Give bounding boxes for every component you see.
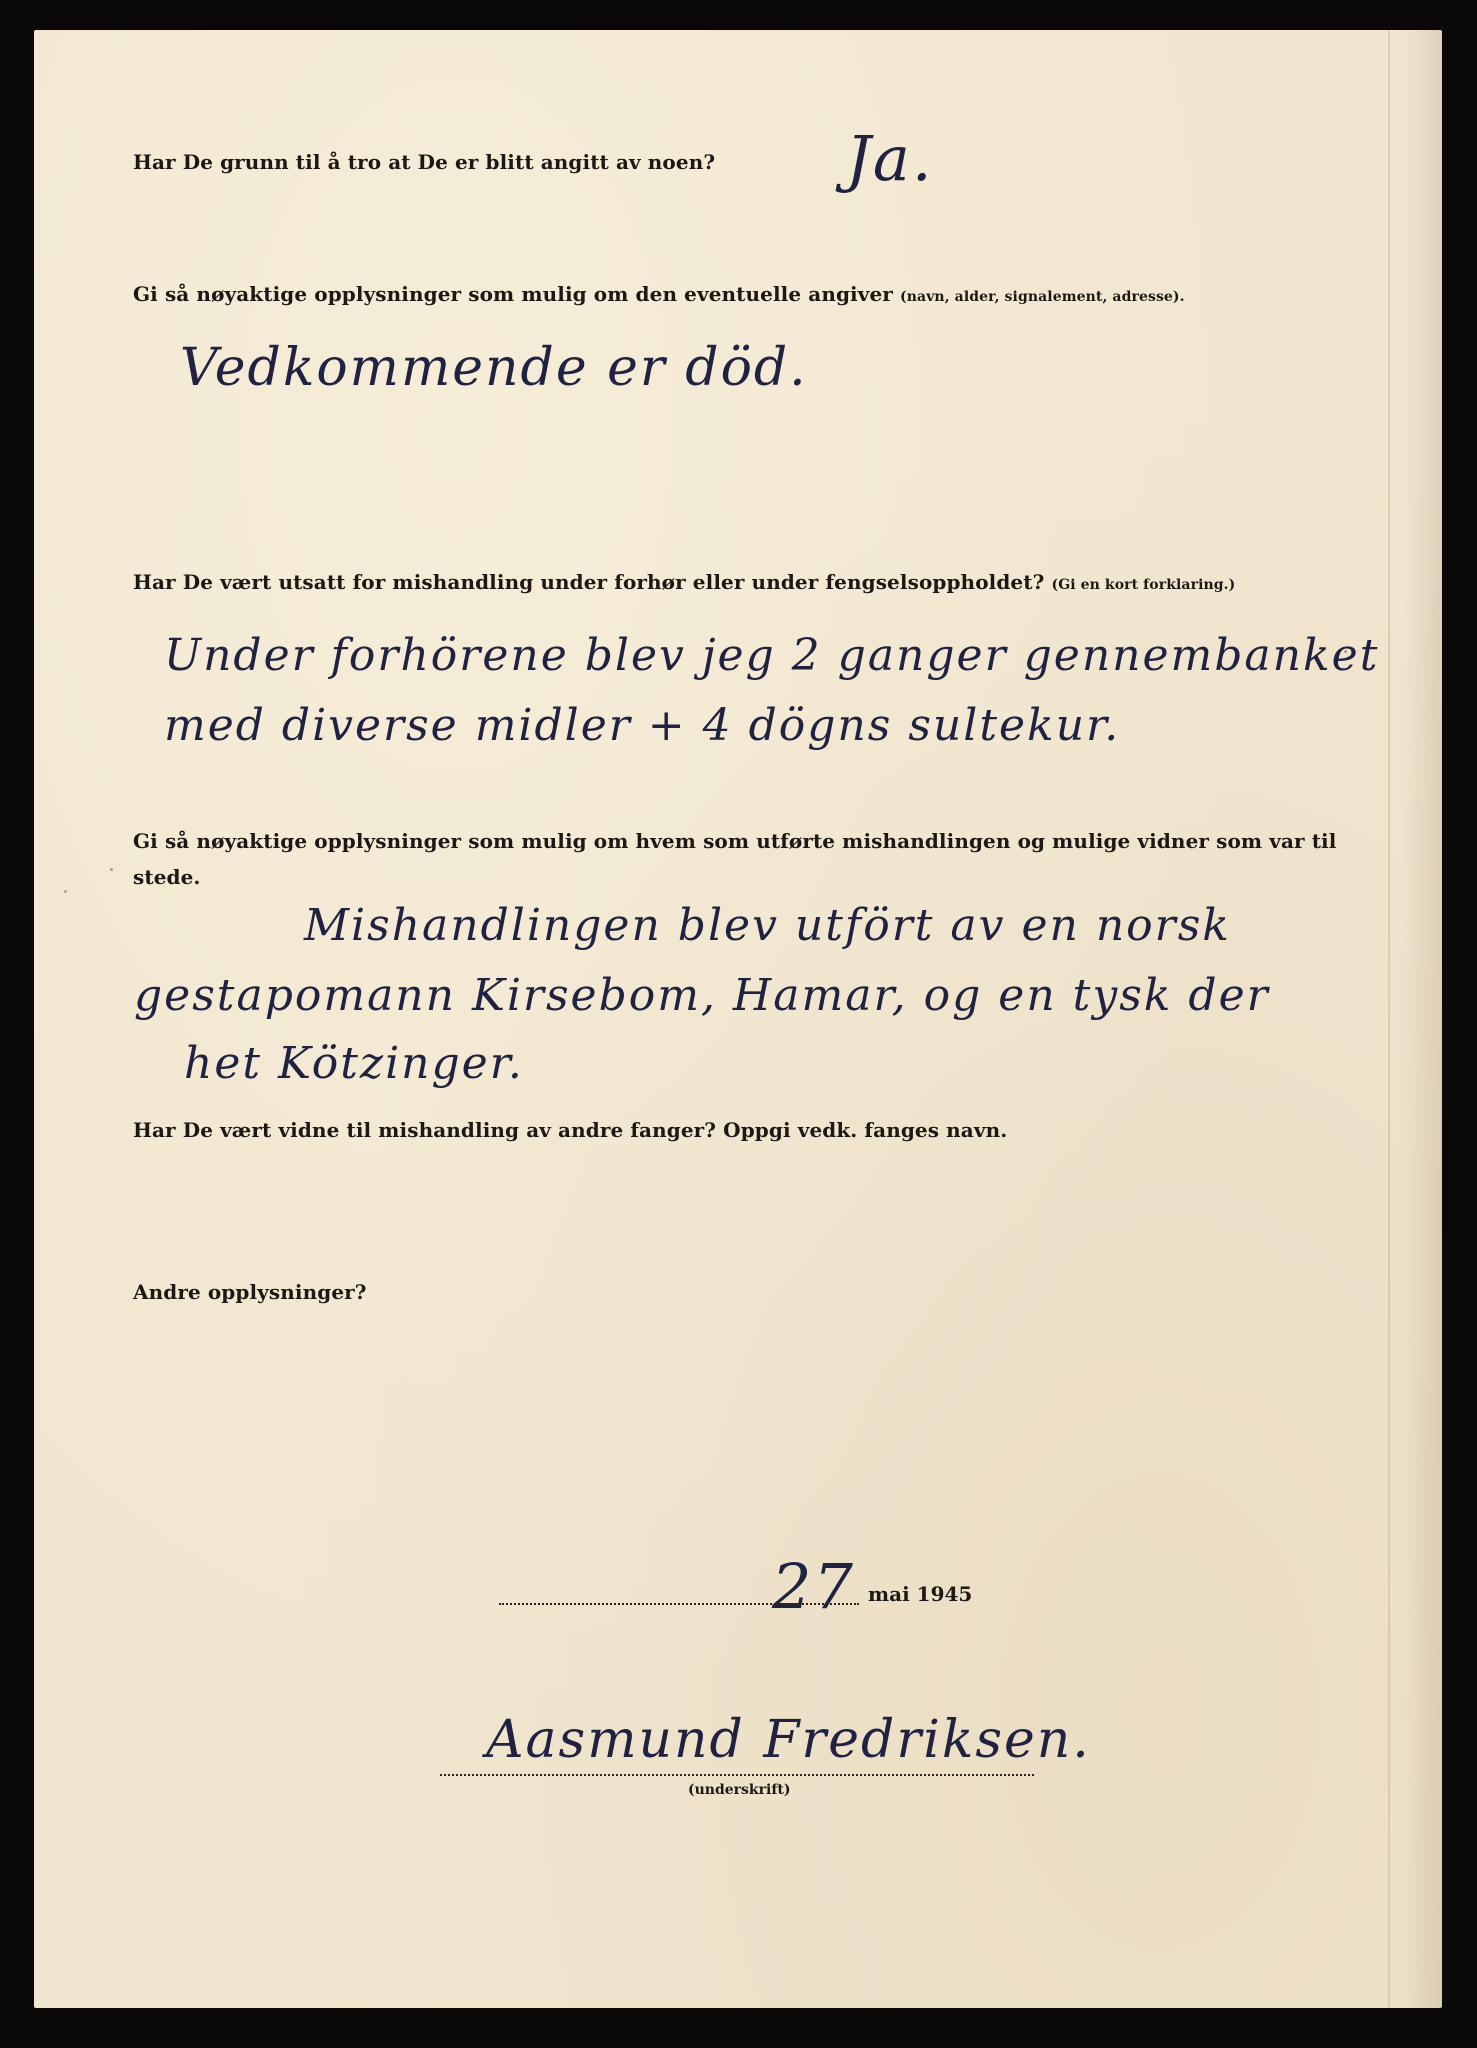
- answer-perpetrators-line1: Mishandlingen blev utfört av en norsk: [304, 900, 1231, 951]
- paper-speck: [64, 890, 67, 893]
- signature-caption: (underskrift): [688, 1782, 791, 1798]
- question-mistreatment-note: (Gi en kort forklaring.): [1051, 577, 1236, 593]
- date-dotted-line: [499, 1603, 859, 1605]
- answer-mistreatment-line1: Under forhörene blev jeg 2 ganger gennembanket: [164, 630, 1380, 681]
- answer-perpetrators-line2: gestapomann Kirsebom, Hamar, og en tysk der: [134, 970, 1270, 1021]
- answer-informant: Vedkommende er död.: [180, 338, 808, 398]
- paper-edge-shadow: [1402, 30, 1442, 2008]
- answer-perpetrators-line3: het Kötzinger.: [184, 1038, 524, 1089]
- question-perpetrators: Gi så nøyaktige opplysninger som mulig om hvem som utførte mishandlingen og mulige vidner som var til stede.: [133, 829, 1337, 889]
- question-informant-text: Gi så nøyaktige opplysninger som mulig om den eventuelle angiver: [133, 282, 893, 306]
- date-month-year: mai 1945: [868, 1582, 973, 1606]
- paper-fold-line: [1388, 30, 1390, 2008]
- question-denounced: Har De grunn til å tro at De er blitt angitt av noen?: [133, 150, 716, 174]
- question-informant-details: [133, 276, 1185, 315]
- paper-speck: [110, 868, 113, 871]
- answer-denounced: Ja.: [846, 122, 934, 195]
- answer-mistreatment-line2: med diverse midler + 4 dögns sultekur.: [164, 700, 1121, 751]
- question-other-info: Andre opplysninger?: [133, 1280, 367, 1304]
- answer-date-day: 27: [772, 1550, 855, 1623]
- question-mistreatment: [133, 564, 1235, 603]
- question-informant-note: (navn, alder, signalement, adresse).: [900, 289, 1185, 305]
- signature-dotted-line: [440, 1774, 1034, 1776]
- signature-handwritten: Aasmund Fredriksen.: [486, 1710, 1091, 1770]
- form-page: [34, 30, 1442, 2008]
- question-mistreatment-text: Har De vært utsatt for mishandling under forhør eller under fengselsoppholdet?: [133, 570, 1045, 594]
- paper-speck: [1344, 650, 1347, 653]
- question-witness: Har De vært vidne til mishandling av andre fanger? Oppgi vedk. fanges navn.: [133, 1118, 1008, 1142]
